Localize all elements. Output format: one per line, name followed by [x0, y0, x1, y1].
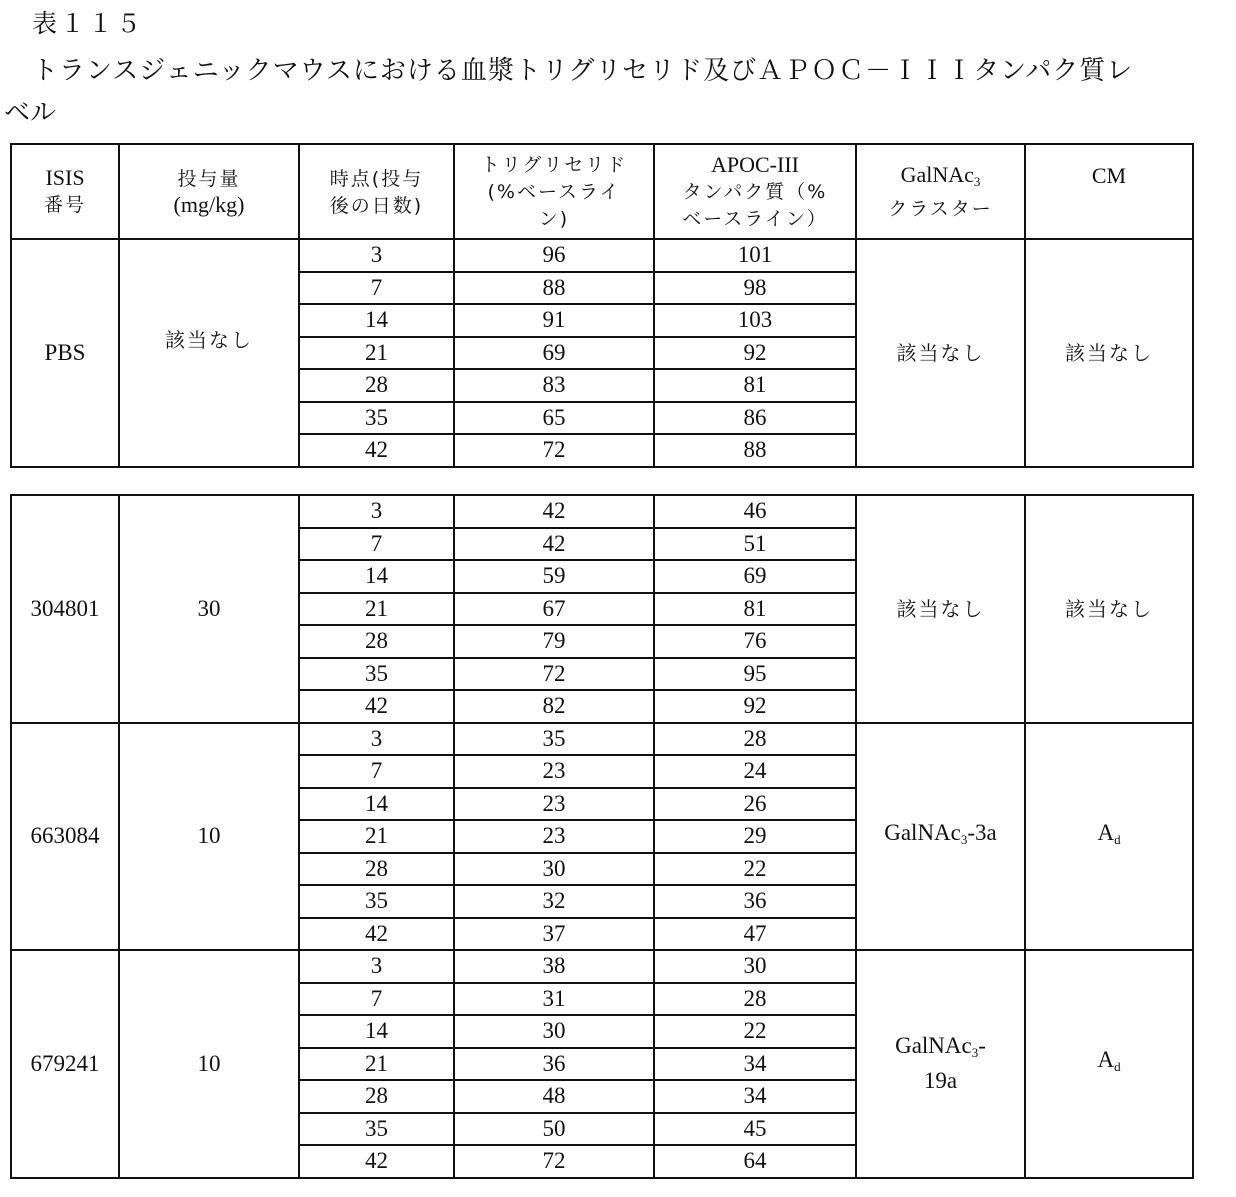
- table-row: [11, 723, 1193, 756]
- triglyceride: 65: [454, 402, 654, 435]
- apoc-iii: 24: [654, 755, 856, 788]
- apoc-iii: 92: [654, 690, 856, 723]
- triglyceride: 69: [454, 337, 654, 370]
- isis-number: 663084: [11, 723, 119, 951]
- dose: 30: [119, 495, 299, 723]
- table-title: トランスジェニックマウスにおける血漿トリグリセリド及びＡＰＯＣ－ＩＩＩタンパク質レ: [32, 56, 1134, 85]
- apoc-iii: 47: [654, 918, 856, 951]
- day: 7: [299, 272, 454, 305]
- apoc-iii: 46: [654, 495, 856, 528]
- apoc-iii: 51: [654, 528, 856, 561]
- header-triglyceride: トリグリセリド (%ベースライ ン): [454, 144, 654, 239]
- cm: 該当なし: [1025, 495, 1193, 723]
- day: 28: [299, 1080, 454, 1113]
- apoc-iii: 98: [654, 272, 856, 305]
- triglyceride: 96: [454, 239, 654, 272]
- isis-number: 304801: [11, 495, 119, 723]
- day: 3: [299, 723, 454, 756]
- triglyceride: 31: [454, 983, 654, 1016]
- cm: $A_d$: [1025, 723, 1193, 951]
- day: 42: [299, 434, 454, 467]
- triglyceride: 72: [454, 658, 654, 691]
- apoc-iii: 81: [654, 369, 856, 402]
- apoc-iii: 69: [654, 560, 856, 593]
- triglyceride: 42: [454, 528, 654, 561]
- triglyceride: 79: [454, 625, 654, 658]
- triglyceride: 88: [454, 272, 654, 305]
- apoc-iii: 34: [654, 1080, 856, 1113]
- cm: 該当なし: [1025, 239, 1193, 467]
- day: 21: [299, 593, 454, 626]
- day: 35: [299, 1113, 454, 1146]
- header-row: [11, 144, 1193, 239]
- apoc-iii: 34: [654, 1048, 856, 1081]
- header-galnac-cluster: GalNAc$_3$ クラスター: [856, 144, 1025, 239]
- day: 42: [299, 918, 454, 951]
- header-dose: 投与量 (mg/kg): [119, 144, 299, 239]
- triglyceride: 23: [454, 788, 654, 821]
- day: 14: [299, 304, 454, 337]
- table-label: 表１１５: [32, 11, 145, 38]
- dose: 10: [119, 950, 299, 1178]
- apoc-iii: 76: [654, 625, 856, 658]
- header-apoc-iii: APOC-III タンパク質（% ベースライン）: [654, 144, 856, 239]
- day: 3: [299, 950, 454, 983]
- apoc-iii: 88: [654, 434, 856, 467]
- triglyceride: 23: [454, 755, 654, 788]
- triglyceride: 72: [454, 1145, 654, 1178]
- header-isis: ISIS 番号: [11, 144, 119, 239]
- results-table-treatments: [10, 494, 1194, 1179]
- triglyceride: 72: [454, 434, 654, 467]
- day: 28: [299, 625, 454, 658]
- isis-number: PBS: [11, 239, 119, 467]
- triglyceride: 36: [454, 1048, 654, 1081]
- apoc-iii: 26: [654, 788, 856, 821]
- apoc-iii: 28: [654, 983, 856, 1016]
- apoc-iii: 103: [654, 304, 856, 337]
- apoc-iii: 81: [654, 593, 856, 626]
- triglyceride: 32: [454, 885, 654, 918]
- day: 35: [299, 402, 454, 435]
- apoc-iii: 86: [654, 402, 856, 435]
- table-row: [11, 239, 1193, 272]
- apoc-iii: 29: [654, 820, 856, 853]
- day: 28: [299, 853, 454, 886]
- day: 3: [299, 239, 454, 272]
- galnac-cluster: GalNAc$_3$-3a: [856, 723, 1025, 951]
- day: 3: [299, 495, 454, 528]
- day: 35: [299, 885, 454, 918]
- triglyceride: 50: [454, 1113, 654, 1146]
- day: 21: [299, 820, 454, 853]
- apoc-iii: 36: [654, 885, 856, 918]
- cm: $A_d$: [1025, 950, 1193, 1178]
- day: 14: [299, 560, 454, 593]
- table-row: [11, 950, 1193, 983]
- day: 14: [299, 788, 454, 821]
- table-title-continued: ベル: [4, 98, 57, 127]
- day: 28: [299, 369, 454, 402]
- triglyceride: 35: [454, 723, 654, 756]
- day: 35: [299, 658, 454, 691]
- day: 7: [299, 528, 454, 561]
- header-timepoint: 時点(投与 後の日数): [299, 144, 454, 239]
- day: 42: [299, 1145, 454, 1178]
- triglyceride: 83: [454, 369, 654, 402]
- header-cm: CM: [1025, 144, 1193, 239]
- triglyceride: 30: [454, 1015, 654, 1048]
- triglyceride: 30: [454, 853, 654, 886]
- results-table-pbs: [10, 143, 1194, 468]
- apoc-iii: 101: [654, 239, 856, 272]
- apoc-iii: 22: [654, 853, 856, 886]
- day: 21: [299, 337, 454, 370]
- triglyceride: 48: [454, 1080, 654, 1113]
- triglyceride: 67: [454, 593, 654, 626]
- apoc-iii: 45: [654, 1113, 856, 1146]
- isis-number: 679241: [11, 950, 119, 1178]
- day: 14: [299, 1015, 454, 1048]
- dose: 10: [119, 723, 299, 951]
- day: 42: [299, 690, 454, 723]
- dose: 該当なし: [119, 239, 299, 467]
- triglyceride: 42: [454, 495, 654, 528]
- triglyceride: 59: [454, 560, 654, 593]
- triglyceride: 91: [454, 304, 654, 337]
- apoc-iii: 64: [654, 1145, 856, 1178]
- galnac-cluster: 該当なし: [856, 239, 1025, 467]
- day: 7: [299, 755, 454, 788]
- day: 21: [299, 1048, 454, 1081]
- apoc-iii: 92: [654, 337, 856, 370]
- apoc-iii: 28: [654, 723, 856, 756]
- galnac-cluster: 該当なし: [856, 495, 1025, 723]
- galnac-cluster: GalNAc$_3$- 19a: [856, 950, 1025, 1178]
- apoc-iii: 95: [654, 658, 856, 691]
- day: 7: [299, 983, 454, 1016]
- triglyceride: 37: [454, 918, 654, 951]
- triglyceride: 23: [454, 820, 654, 853]
- triglyceride: 82: [454, 690, 654, 723]
- apoc-iii: 30: [654, 950, 856, 983]
- triglyceride: 38: [454, 950, 654, 983]
- table-row: [11, 495, 1193, 528]
- apoc-iii: 22: [654, 1015, 856, 1048]
